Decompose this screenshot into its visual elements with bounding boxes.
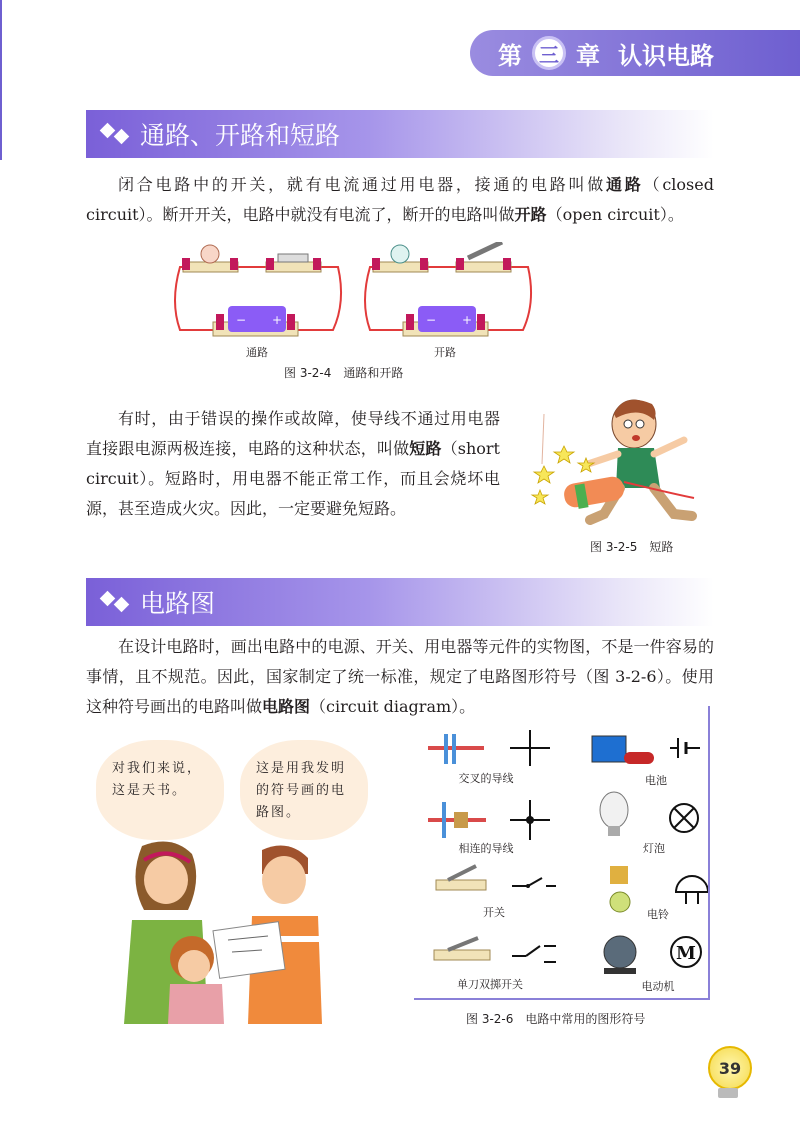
paragraph-circuit-states: 闭合电路中的开关，就有电流通过用电器，接通的电路叫做通路（closed circuit）。断开开关，电路中就没有电流了，断开的电路叫做开路（open circuit）。 [86, 175, 714, 224]
term-circuit-diagram: 电路图 [262, 697, 311, 716]
chapter-title: 认识电路 [618, 41, 714, 70]
term-closed-circuit: 通路 [606, 175, 644, 194]
connected-wires-symbol [428, 800, 550, 840]
fig4-label-closed: 通路 [246, 346, 268, 359]
section-header-paths [86, 110, 714, 158]
page-number-bulb-icon [708, 1046, 752, 1090]
open-circuit-illustration [365, 242, 531, 336]
label-motor: 电动机 [641, 980, 675, 993]
figure-short-circuit-boy [524, 384, 714, 530]
section-title: 通路、开路和短路 [140, 121, 341, 150]
paragraph-circuit-diagram: 在设计电路时，画出电路中的电源、开关、用电器等元件的实物图，不是一件容易的事情，且不规范。因此，国家制定了统一标准，规定了电路图形符号（图 3-2-6）。使用这种符号画出的电路叫做电路图（circuit diagram）。 [86, 637, 714, 716]
label-crossing-wires: 交叉的导线 [458, 772, 514, 785]
crossing-wires-symbol [428, 730, 550, 766]
label-bell: 电铃 [647, 908, 669, 921]
label-spdt-switch: 单刀双掷开关 [457, 978, 523, 991]
chapter-prefix: 第 [498, 41, 522, 70]
svg-text:+: + [462, 313, 473, 327]
page-number: 39 [718, 1058, 742, 1078]
closed-circuit-illustration [175, 245, 341, 336]
figure-caption-3-2-4: 图 3-2-4 通路和开路 [284, 366, 404, 380]
speech-bubble-left: 对我们来说，这是天书。 [96, 740, 224, 840]
chapter-header [498, 34, 714, 72]
children-illustration [112, 840, 332, 1024]
section-title: 电路图 [140, 589, 216, 618]
switch-symbol [436, 866, 556, 890]
margin-rule [0, 0, 2, 160]
diamond-bullet-icon [100, 590, 140, 614]
diamond-bullet-icon [100, 122, 140, 146]
spdt-switch-symbol [434, 938, 556, 962]
bulb-symbol [600, 792, 698, 836]
term-short-circuit: 短路 [409, 439, 442, 458]
battery-symbol [592, 736, 700, 764]
label-connected-wires: 相连的导线 [458, 842, 514, 855]
svg-text:−: − [236, 313, 247, 327]
motor-symbol [604, 936, 701, 974]
chapter-number-badge: 三 [532, 36, 566, 70]
label-switch: 开关 [483, 906, 505, 919]
speech-bubble-right: 这是用我发明的符号画的电路图。 [240, 740, 368, 840]
section-header-circuit-diagram [86, 578, 714, 626]
svg-text:M: M [676, 943, 696, 964]
figure-caption-3-2-6: 图 3-2-6 电路中常用的图形符号 [466, 1012, 646, 1026]
svg-text:+: + [272, 313, 283, 327]
bulb-base [718, 1088, 738, 1098]
term-open-circuit: 开路 [514, 205, 547, 224]
figure-caption-3-2-5: 图 3-2-5 短路 [590, 540, 674, 554]
paragraph-short-circuit: 有时，由于错误的操作或故障，使导线不通过用电器直接跟电源两极连接，电路的这种状态，叫做短路（short circuit）。短路时，用电器不能正常工作，而且会烧坏电源，甚至造成火灾。因此，一定要避免短路。 [86, 409, 500, 518]
svg-text:−: − [426, 313, 437, 327]
chapter-suffix: 章 [576, 41, 600, 70]
label-bulb: 灯泡 [643, 842, 665, 855]
fig4-label-open: 开路 [434, 346, 456, 359]
label-battery: 电池 [645, 774, 667, 787]
figure-closed-open-circuit [168, 242, 538, 362]
